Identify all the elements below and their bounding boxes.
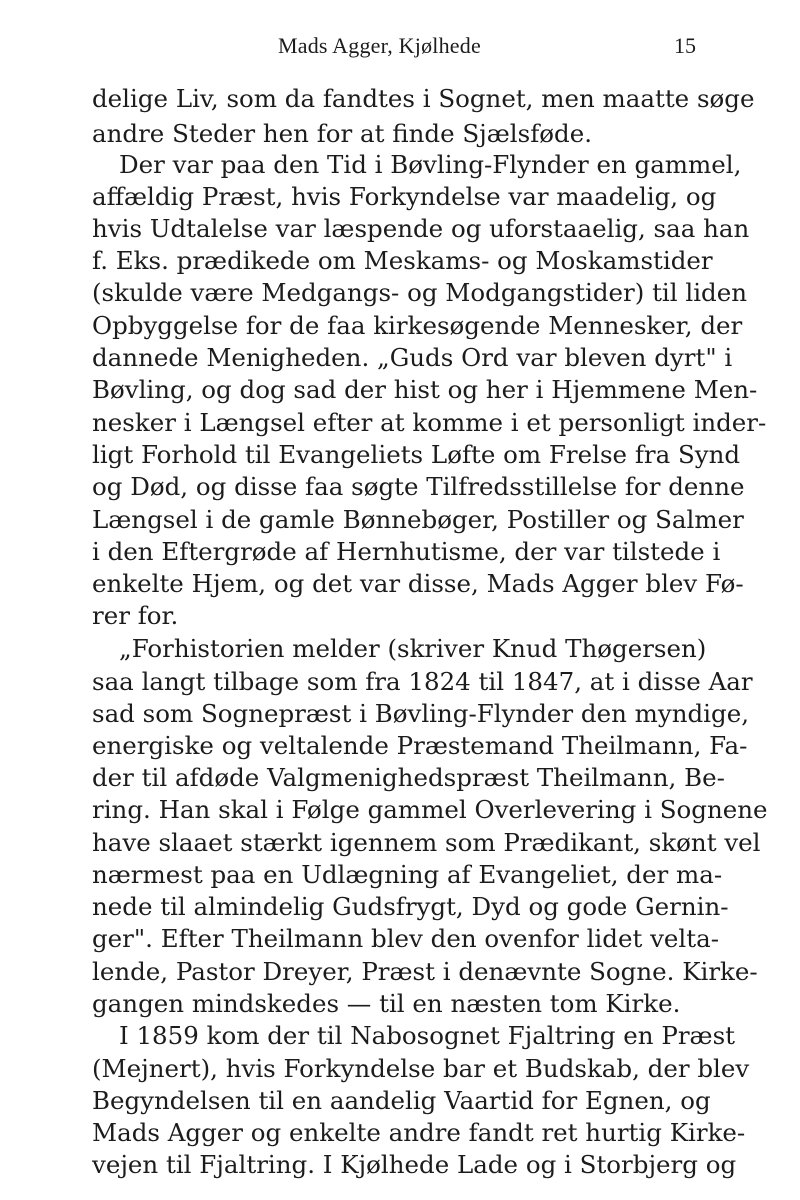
text-line: lende, Pastor Dreyer, Præst i denævnte Sogne. Kirke-	[92, 957, 758, 986]
text-line: Længsel i de gamle Bønnebøger, Postiller og Salmer	[92, 505, 744, 534]
text-line: have slaaet stærkt igennem som Prædikant, skønt vel	[92, 828, 761, 857]
text-line: ligt Forhold til Evangeliets Løfte om Frelse fra Synd	[92, 440, 741, 469]
text-line: Opbyggelse for de faa kirkesøgende Mennesker, der	[92, 311, 743, 340]
page-number: 15	[674, 33, 696, 58]
text-line: rer for.	[92, 601, 179, 630]
text-line: (skulde være Medgangs- og Modgangstider) til liden	[92, 278, 748, 307]
running-title: Mads Agger, Kjølhede	[278, 33, 481, 58]
text-line: Der var paa den Tid i Bøvling-Flynder en gammel,	[119, 150, 742, 179]
text-line: og Død, og disse faa søgte Tilfredsstillelse for denne	[92, 472, 745, 501]
text-line: f. Eks. prædikede om Meskams- og Moskamstider	[92, 246, 713, 275]
text-line: enkelte Hjem, og det var disse, Mads Agger blev Fø-	[92, 569, 744, 598]
text-line: sad som Sognepræst i Bøvling-Flynder den myndige,	[92, 699, 749, 728]
text-line: saa langt tilbage som fra 1824 til 1847, at i disse Aar	[92, 667, 753, 696]
page-header	[0, 33, 800, 65]
text-line: „Forhistorien melder (skriver Knud Thøgersen)	[119, 634, 707, 663]
text-line: (Mejnert), hvis Forkyndelse bar et Budskab, der blev	[92, 1054, 750, 1083]
text-line: gangen mindskedes — til en næsten tom Kirke.	[92, 989, 681, 1018]
text-line: andre Steder hen for at finde Sjælsføde.	[92, 119, 592, 148]
text-line: hvis Udtalelse var læspende og uforstaaelig, saa han	[92, 214, 750, 243]
text-line: dannede Menigheden. „Guds Ord var bleven dyrt" i	[92, 343, 733, 372]
text-line: Bøvling, og dog sad der hist og her i Hjemmene Men-	[92, 375, 758, 404]
text-line: Mads Agger og enkelte andre fandt ret hurtig Kirke-	[92, 1118, 746, 1147]
text-line: I 1859 kom der til Nabosognet Fjaltring en Præst	[119, 1021, 735, 1050]
text-line: nærmest paa en Udlægning af Evangeliet, der ma-	[92, 860, 723, 889]
text-line: nesker i Længsel efter at komme i et personligt inder-	[92, 408, 767, 437]
text-line: nede til almindelig Gudsfrygt, Dyd og gode Gernin-	[92, 892, 729, 921]
text-line: i den Eftergrøde af Hernhutisme, der var tilstede i	[92, 537, 721, 566]
text-line: ring. Han skal i Følge gammel Overlevering i Sognene	[92, 795, 768, 824]
text-line: der til afdøde Valgmenighedspræst Theilmann, Be-	[92, 763, 725, 792]
text-line: Begyndelsen til en aandelig Vaartid for Egnen, og	[92, 1086, 711, 1115]
text-line: energiske og veltalende Præstemand Theilmann, Fa-	[92, 731, 748, 760]
text-line: ger". Efter Theilmann blev den ovenfor lidet velta-	[92, 924, 719, 953]
text-line: vejen til Fjaltring. I Kjølhede Lade og i Storbjerg og	[92, 1150, 737, 1179]
text-line: delige Liv, som da fandtes i Sognet, men maatte søge	[92, 84, 755, 113]
text-line: affældig Præst, hvis Forkyndelse var maadelig, og	[92, 182, 717, 211]
